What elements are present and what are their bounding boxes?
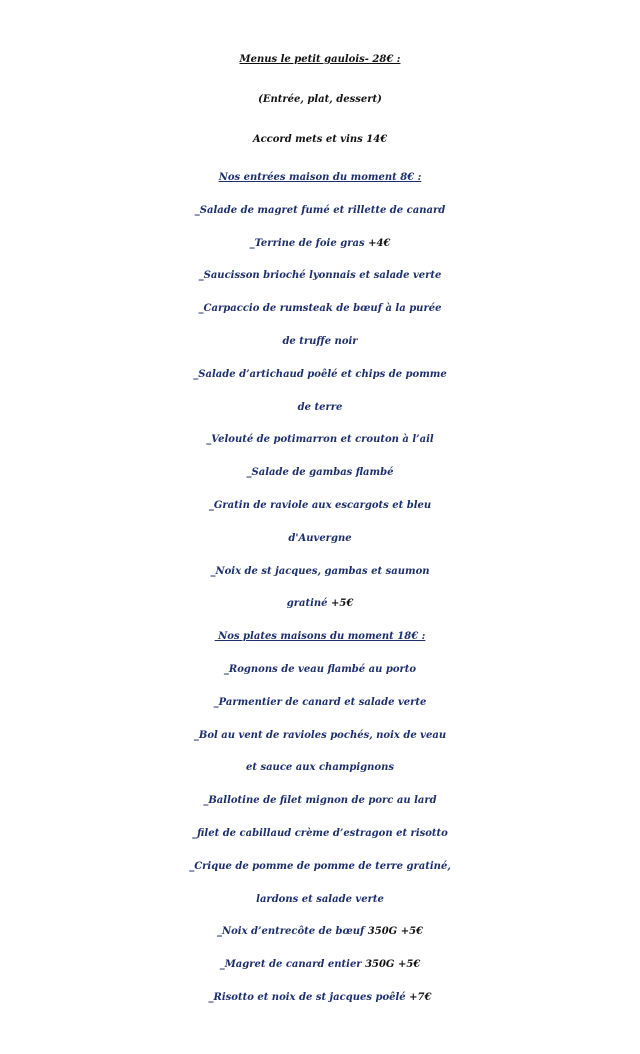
starter-item bbox=[0, 490, 640, 523]
main-item-text: _Crique de pomme de pomme de terre gratiné, bbox=[189, 860, 451, 872]
starter-item bbox=[0, 424, 640, 457]
main-item-text: _Parmentier de canard et salade verte bbox=[213, 696, 427, 708]
starters-list bbox=[0, 195, 640, 621]
main-item-text: _Ballotine de filet mignon de porc au lard bbox=[203, 795, 437, 807]
starter-item bbox=[0, 359, 640, 392]
starter-item bbox=[0, 228, 640, 261]
starter-item-text: gratiné bbox=[286, 598, 331, 610]
main-item bbox=[0, 916, 640, 949]
main-item bbox=[0, 654, 640, 687]
starter-item-price: +5€ bbox=[330, 598, 354, 610]
main-item-text: _Bol au vent de ravioles pochés, noix de veau bbox=[193, 729, 447, 741]
main-item bbox=[0, 949, 640, 982]
main-item-text: _Magret de canard entier bbox=[219, 959, 366, 971]
main-item bbox=[0, 785, 640, 818]
starter-item bbox=[0, 523, 640, 556]
mains-heading: Nos plates maisons du moment 18€ : bbox=[214, 631, 426, 643]
main-item-price: 350G +5€ bbox=[365, 959, 421, 971]
starter-item-text: de truffe noir bbox=[282, 335, 358, 347]
starter-item bbox=[0, 293, 640, 326]
main-item bbox=[0, 884, 640, 917]
menu-subtitle: (Entrée, plat, dessert) bbox=[258, 94, 382, 105]
starter-item-text: _Salade de magret fumé et rillette de canard bbox=[194, 204, 446, 216]
starter-item bbox=[0, 195, 640, 228]
starter-item bbox=[0, 326, 640, 359]
starter-item-text: de terre bbox=[297, 401, 343, 413]
main-item-text: _Risotto et noix de st jacques poêlé bbox=[208, 991, 410, 1003]
starter-item-text: _Carpaccio de rumsteak de bœuf à la purée bbox=[198, 303, 442, 315]
main-item-text: _Noix d’entrecôte de bœuf bbox=[217, 926, 368, 938]
starters-heading: Nos entrées maison du moment 8€ : bbox=[218, 172, 422, 183]
main-item bbox=[0, 752, 640, 785]
main-item bbox=[0, 982, 640, 1015]
starter-item bbox=[0, 588, 640, 621]
starter-item-text: _Noix de st jacques, gambas et saumon bbox=[210, 565, 430, 577]
main-item-price: +7€ bbox=[409, 991, 432, 1003]
starter-item bbox=[0, 556, 640, 589]
main-item-text: et sauce aux champignons bbox=[245, 762, 394, 774]
main-item-text: lardons et salade verte bbox=[256, 893, 384, 905]
wine-pairing-line: Accord mets et vins 14€ bbox=[252, 134, 388, 145]
starter-item-text: _Velouté de potimarron et crouton à l’ail bbox=[206, 434, 434, 446]
starter-item-text: _Terrine de foie gras bbox=[249, 237, 369, 249]
main-item bbox=[0, 687, 640, 720]
starter-item bbox=[0, 260, 640, 293]
mains-list bbox=[0, 654, 640, 1015]
starter-item-text: _Gratin de raviole aux escargots et bleu bbox=[208, 499, 432, 511]
main-item-text: _Rognons de veau flambé au porto bbox=[223, 663, 417, 675]
main-item bbox=[0, 720, 640, 753]
starter-item bbox=[0, 392, 640, 425]
starter-item-text: _Salade de gambas flambé bbox=[246, 467, 394, 479]
starter-item-text: _Salade d’artichaud poêlé et chips de pomme bbox=[193, 368, 447, 380]
main-item bbox=[0, 851, 640, 884]
menu-list bbox=[0, 162, 640, 1015]
starter-item bbox=[0, 457, 640, 490]
starter-item-text: _Saucisson brioché lyonnais et salade verte bbox=[198, 270, 442, 282]
main-item-price: 350G +5€ bbox=[367, 926, 423, 938]
starter-item-price: +4€ bbox=[368, 237, 391, 249]
main-item bbox=[0, 818, 640, 851]
main-item-text: _filet de cabillaud crème d’estragon et risotto bbox=[192, 827, 448, 839]
starter-item-text: d'Auvergne bbox=[288, 532, 352, 544]
menu-title: Menus le petit gaulois- 28€ : bbox=[239, 54, 401, 65]
